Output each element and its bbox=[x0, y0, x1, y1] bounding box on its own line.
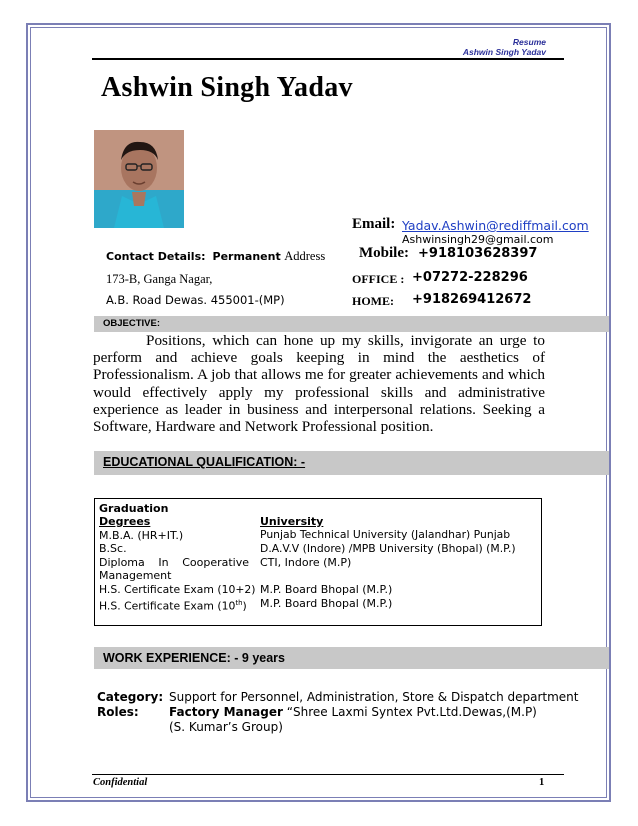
page-number: 1 bbox=[539, 777, 545, 788]
university-row-5: M.P. Board Bhopal (M.P.) bbox=[260, 597, 393, 610]
footer-confidential: Confidential bbox=[93, 777, 148, 788]
degree-row-2: B.Sc. bbox=[99, 542, 127, 555]
mobile-number: +918103628397 bbox=[418, 246, 538, 261]
category-label: Category: bbox=[97, 690, 164, 704]
graduation-label: Graduation bbox=[99, 502, 169, 515]
degree-row-5-text: H.S. Certificate Exam (10 bbox=[99, 599, 236, 613]
roles-title: Factory Manager bbox=[169, 705, 283, 719]
roles-company: “Shree Laxmi Syntex Pvt.Ltd.Dewas,(M.P) bbox=[286, 705, 537, 719]
degrees-header: Degrees bbox=[99, 515, 151, 528]
profile-photo bbox=[94, 130, 184, 228]
candidate-name: Ashwin Singh Yadav bbox=[101, 72, 353, 103]
office-number: +07272-228296 bbox=[412, 270, 528, 285]
university-row-4: M.P. Board Bhopal (M.P.) bbox=[260, 583, 393, 596]
objective-text: Positions, which can hone up my skills, invigorate an urge to perform and achieve goals keeping in mind the aesthetics of Professionalism. A job that allows me for greater achievements and which would effectively apply my professional skills and administrative experience as leader in business and interpersonal relations. Seeking a Software, Hardware and Network Professional position. bbox=[93, 332, 545, 436]
address-line-1: 173-B, Ganga Nagar, bbox=[106, 272, 213, 286]
mobile-label: Mobile: bbox=[359, 245, 409, 261]
roles-label: Roles: bbox=[97, 705, 139, 719]
address-label: Address bbox=[284, 249, 326, 263]
degree-row-1: M.B.A. (HR+IT.) bbox=[99, 529, 184, 542]
permanent-label: Permanent bbox=[212, 250, 281, 263]
work-heading-bar bbox=[94, 647, 609, 669]
roles-group: (S. Kumar’s Group) bbox=[169, 720, 283, 734]
header-rule bbox=[92, 58, 564, 60]
objective-heading: OBJECTIVE: bbox=[103, 318, 161, 329]
degree-row-5 bbox=[99, 597, 247, 613]
office-label: OFFICE : bbox=[352, 272, 405, 286]
degree-row-3: Diploma In Cooperative Management bbox=[99, 556, 249, 582]
email-secondary: Ashwinsingh29@gmail.com bbox=[402, 233, 554, 246]
roles-value bbox=[169, 706, 537, 719]
header-name: Ashwin Singh Yadav bbox=[462, 47, 546, 57]
degree-row-5-sup: th bbox=[235, 599, 243, 607]
work-heading: WORK EXPERIENCE: - 9 years bbox=[103, 651, 285, 665]
category-value: Support for Personnel, Administration, Store & Dispatch department bbox=[169, 690, 579, 704]
objective-heading-bar bbox=[94, 316, 609, 332]
header-resume: Resume bbox=[512, 37, 546, 47]
university-row-3: CTI, Indore (M.P) bbox=[260, 556, 352, 569]
contact-details-label: Contact Details: bbox=[106, 250, 206, 263]
university-row-2: D.A.V.V (Indore) /MPB University (Bhopal) (M.P.) bbox=[260, 542, 516, 555]
home-label: HOME: bbox=[352, 294, 394, 308]
email-label: Email: bbox=[352, 216, 396, 232]
contact-details-line bbox=[106, 249, 325, 264]
email-primary-link[interactable]: Yadav.Ashwin@rediffmail.com bbox=[402, 218, 589, 233]
degree-row-5-end: ) bbox=[242, 599, 247, 613]
address-line-2: A.B. Road Dewas. 455001-(MP) bbox=[106, 293, 285, 307]
home-number: +918269412672 bbox=[412, 292, 532, 307]
education-heading-bar bbox=[94, 451, 609, 475]
degree-row-4: H.S. Certificate Exam (10+2) bbox=[99, 583, 256, 596]
education-heading: EDUCATIONAL QUALIFICATION: - bbox=[103, 455, 306, 469]
university-row-1: Punjab Technical University (Jalandhar) Punjab bbox=[260, 528, 511, 541]
university-header: University bbox=[260, 515, 324, 528]
footer-rule bbox=[92, 774, 564, 775]
